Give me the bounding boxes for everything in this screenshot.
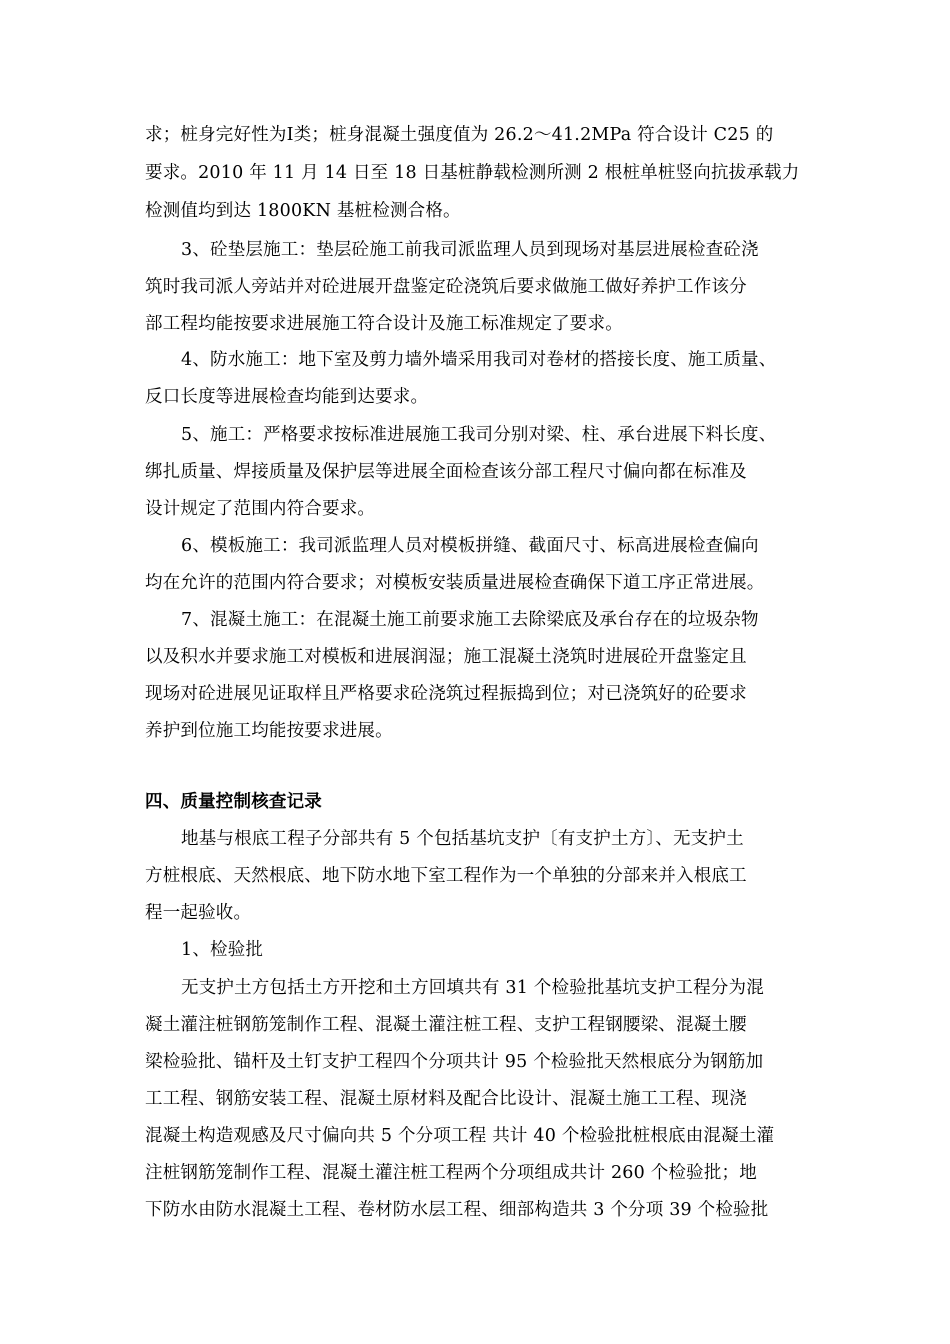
text-line: 地基与根底工程子分部共有 5 个包括基坑支护〔有支护土方〕、无支护土 xyxy=(181,829,744,849)
text-line: 混凝土构造观感及尺寸偏向共 5 个分项工程 共计 40 个检验批桩根底由混凝土灌 xyxy=(145,1126,775,1146)
text-line: 梁检验批、锚杆及土钉支护工程四个分项共计 95 个检验批天然根底分为钢筋加 xyxy=(145,1052,764,1072)
text-line: 要求。2010 年 11 月 14 日至 18 日基桩静载检测所测 2 根桩单桩竖向抗拔承载力 xyxy=(145,163,800,183)
text-line: 设计规定了范围内符合要求。 xyxy=(145,499,376,519)
text-line: 6、模板施工：我司派监理人员对模板拼缝、截面尺寸、标高进展检查偏向 xyxy=(181,536,759,556)
text-line: 反口长度等进展检查均能到达要求。 xyxy=(145,387,429,407)
text-line: 5、施工：严格要求按标准进展施工我司分别对梁、柱、承台进展下料长度、 xyxy=(181,425,777,445)
text-line: 现场对砼进展见证取样且严格要求砼浇筑过程振捣到位；对已浇筑好的砼要求 xyxy=(145,684,747,704)
text-line: 注桩钢筋笼制作工程、混凝土灌注桩工程两个分项组成共计 260 个检验批；地 xyxy=(145,1163,757,1183)
text-line: 求；桩身完好性为Ⅰ类；桩身混凝土强度值为 26.2～41.2MPa 符合设计 C25 的 xyxy=(145,125,774,145)
text-line: 凝土灌注桩钢筋笼制作工程、混凝土灌注桩工程、支护工程钢腰梁、混凝土腰 xyxy=(145,1015,747,1035)
section-title: 四、质量控制核查记录 xyxy=(145,792,322,812)
text-line: 部工程均能按要求进展施工符合设计及施工标准规定了要求。 xyxy=(145,314,623,334)
text-line: 以及积水并要求施工对模板和进展润湿；施工混凝土浇筑时进展砼开盘鉴定且 xyxy=(145,647,747,667)
text-line: 下防水由防水混凝土工程、卷材防水层工程、细部构造共 3 个分项 39 个检验批 xyxy=(145,1200,769,1220)
text-line: 无支护土方包括土方开挖和土方回填共有 31 个检验批基坑支护工程分为混 xyxy=(181,978,764,998)
text-line: 3、砼垫层施工：垫层砼施工前我司派监理人员到现场对基层进展检查砼浇 xyxy=(181,240,759,260)
text-line: 绑扎质量、焊接质量及保护层等进展全面检查该分部工程尺寸偏向都在标准及 xyxy=(145,462,747,482)
text-line: 程一起验收。 xyxy=(145,903,252,923)
text-line: 检测值均到达 1800KN 基桩检测合格。 xyxy=(145,201,461,221)
text-line: 均在允许的范围内符合要求；对模板安装质量进展检查确保下道工序正常进展。 xyxy=(145,573,765,593)
text-line: 4、防水施工：地下室及剪力墙外墙采用我司对卷材的搭接长度、施工质量、 xyxy=(181,350,777,370)
sub-heading-title: 1、检验批 xyxy=(181,940,264,960)
text-line: 方桩根底、天然根底、地下防水地下室工程作为一个单独的分部来并入根底工 xyxy=(145,866,747,886)
text-line: 7、混凝土施工：在混凝土施工前要求施工去除梁底及承台存在的垃圾杂物 xyxy=(181,610,759,630)
text-line: 养护到位施工均能按要求进展。 xyxy=(145,721,393,741)
text-line: 工工程、钢筋安装工程、混凝土原材料及配合比设计、混凝土施工工程、现浇 xyxy=(145,1089,747,1109)
text-line: 筑时我司派人旁站并对砼进展开盘鉴定砼浇筑后要求做施工做好养护工作该分 xyxy=(145,277,747,297)
